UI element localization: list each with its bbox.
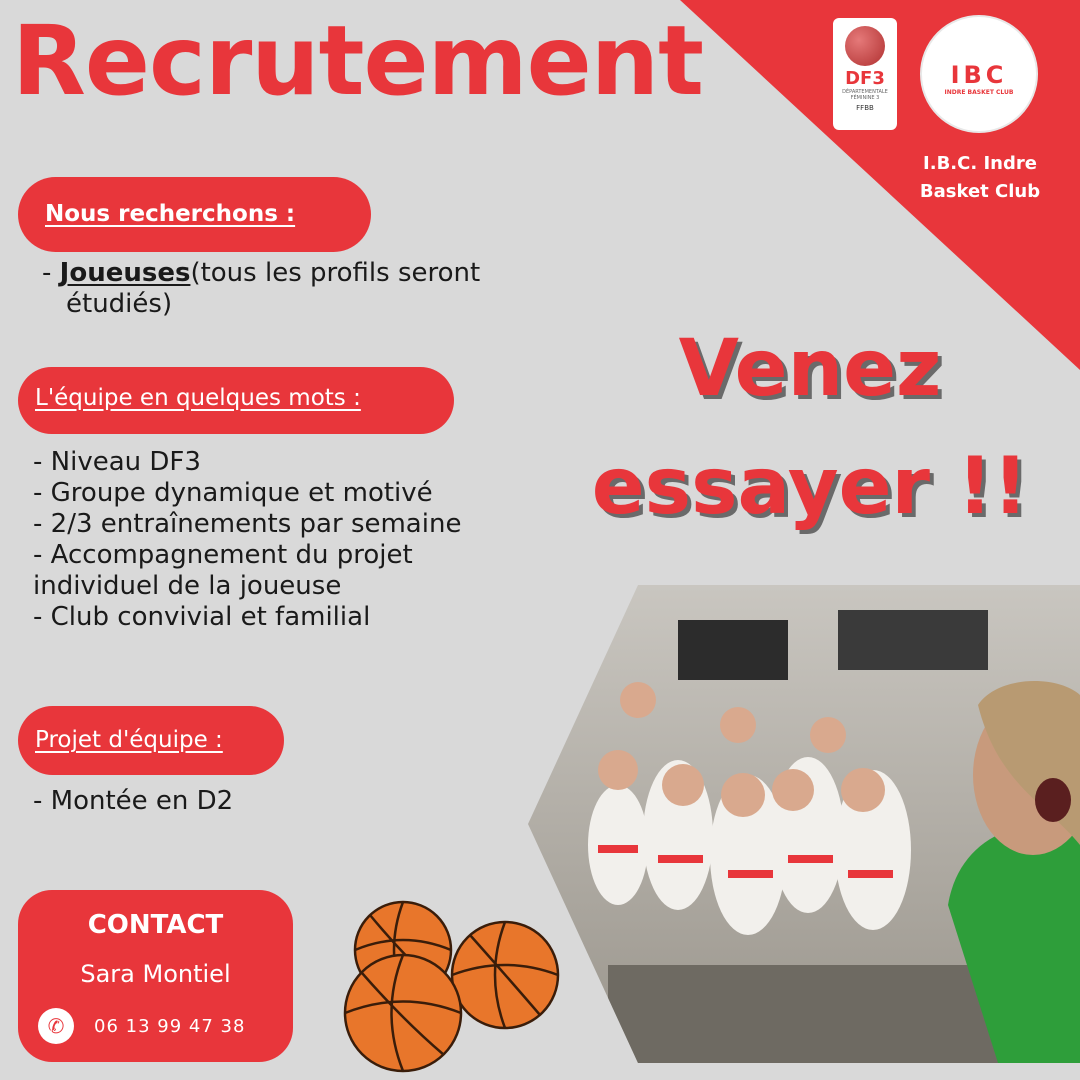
list-item: - Groupe dynamique et motivé (33, 478, 433, 508)
section3-heading-text: Projet d'équipe : (35, 727, 223, 753)
section2-heading-text: L'équipe en quelques mots : (35, 385, 361, 411)
club-name (905, 150, 1055, 206)
section-heading-equipe (18, 367, 454, 434)
basketball-icon (340, 895, 570, 1075)
team-photo (528, 585, 1080, 1063)
phone-icon: ✆ (38, 1008, 74, 1044)
list-item: - 2/3 entraînements par semaine (33, 509, 462, 539)
ibc-letters: IBC (950, 61, 1008, 89)
section3-list (33, 786, 233, 817)
list-item: - Niveau DF3 (33, 447, 201, 477)
section-heading-recherchons (18, 177, 371, 252)
list-item: - Accompagnement du projet individuel de la joueuse (33, 540, 413, 601)
section-heading-projet (18, 706, 284, 775)
ffbb-label: FFBB (856, 104, 874, 112)
contact-name: Sara Montiel (80, 960, 231, 988)
df3-ball-icon (845, 26, 885, 66)
joueuses-detail-2: étudiés) (66, 289, 173, 319)
section1-body: - Joueuses(tous les profils seront étudiés) (42, 258, 532, 320)
club-name-line2: Basket Club (919, 181, 1041, 202)
df3-logo-sub: DÉPARTEMENTALE FÉMININE 3 (842, 89, 888, 101)
cta-line1: Venez (678, 324, 942, 414)
club-name-line1: I.B.C. Indre (923, 153, 1037, 174)
call-to-action (580, 310, 1040, 546)
joueuses-label: Joueuses (59, 258, 191, 288)
section2-list (33, 447, 533, 633)
df3-logo-label: DF3 (845, 68, 885, 89)
phone-row[interactable] (38, 1008, 245, 1044)
phone-number[interactable]: 06 13 99 47 38 (94, 1015, 246, 1037)
page-title: Recrutement (12, 5, 703, 117)
section1-heading-text: Nous recherchons : (45, 201, 296, 227)
ibc-sub: INDRE BASKET CLUB (944, 89, 1014, 96)
joueuses-detail: (tous les profils seront (190, 258, 481, 288)
cta-line2: essayer !! (591, 442, 1029, 532)
contact-heading: CONTACT (87, 910, 224, 940)
list-item: - Club convivial et familial (33, 602, 371, 632)
contact-card (18, 890, 293, 1062)
ibc-logo (920, 15, 1038, 133)
list-item: - Montée en D2 (33, 786, 234, 816)
df3-logo (833, 18, 897, 130)
